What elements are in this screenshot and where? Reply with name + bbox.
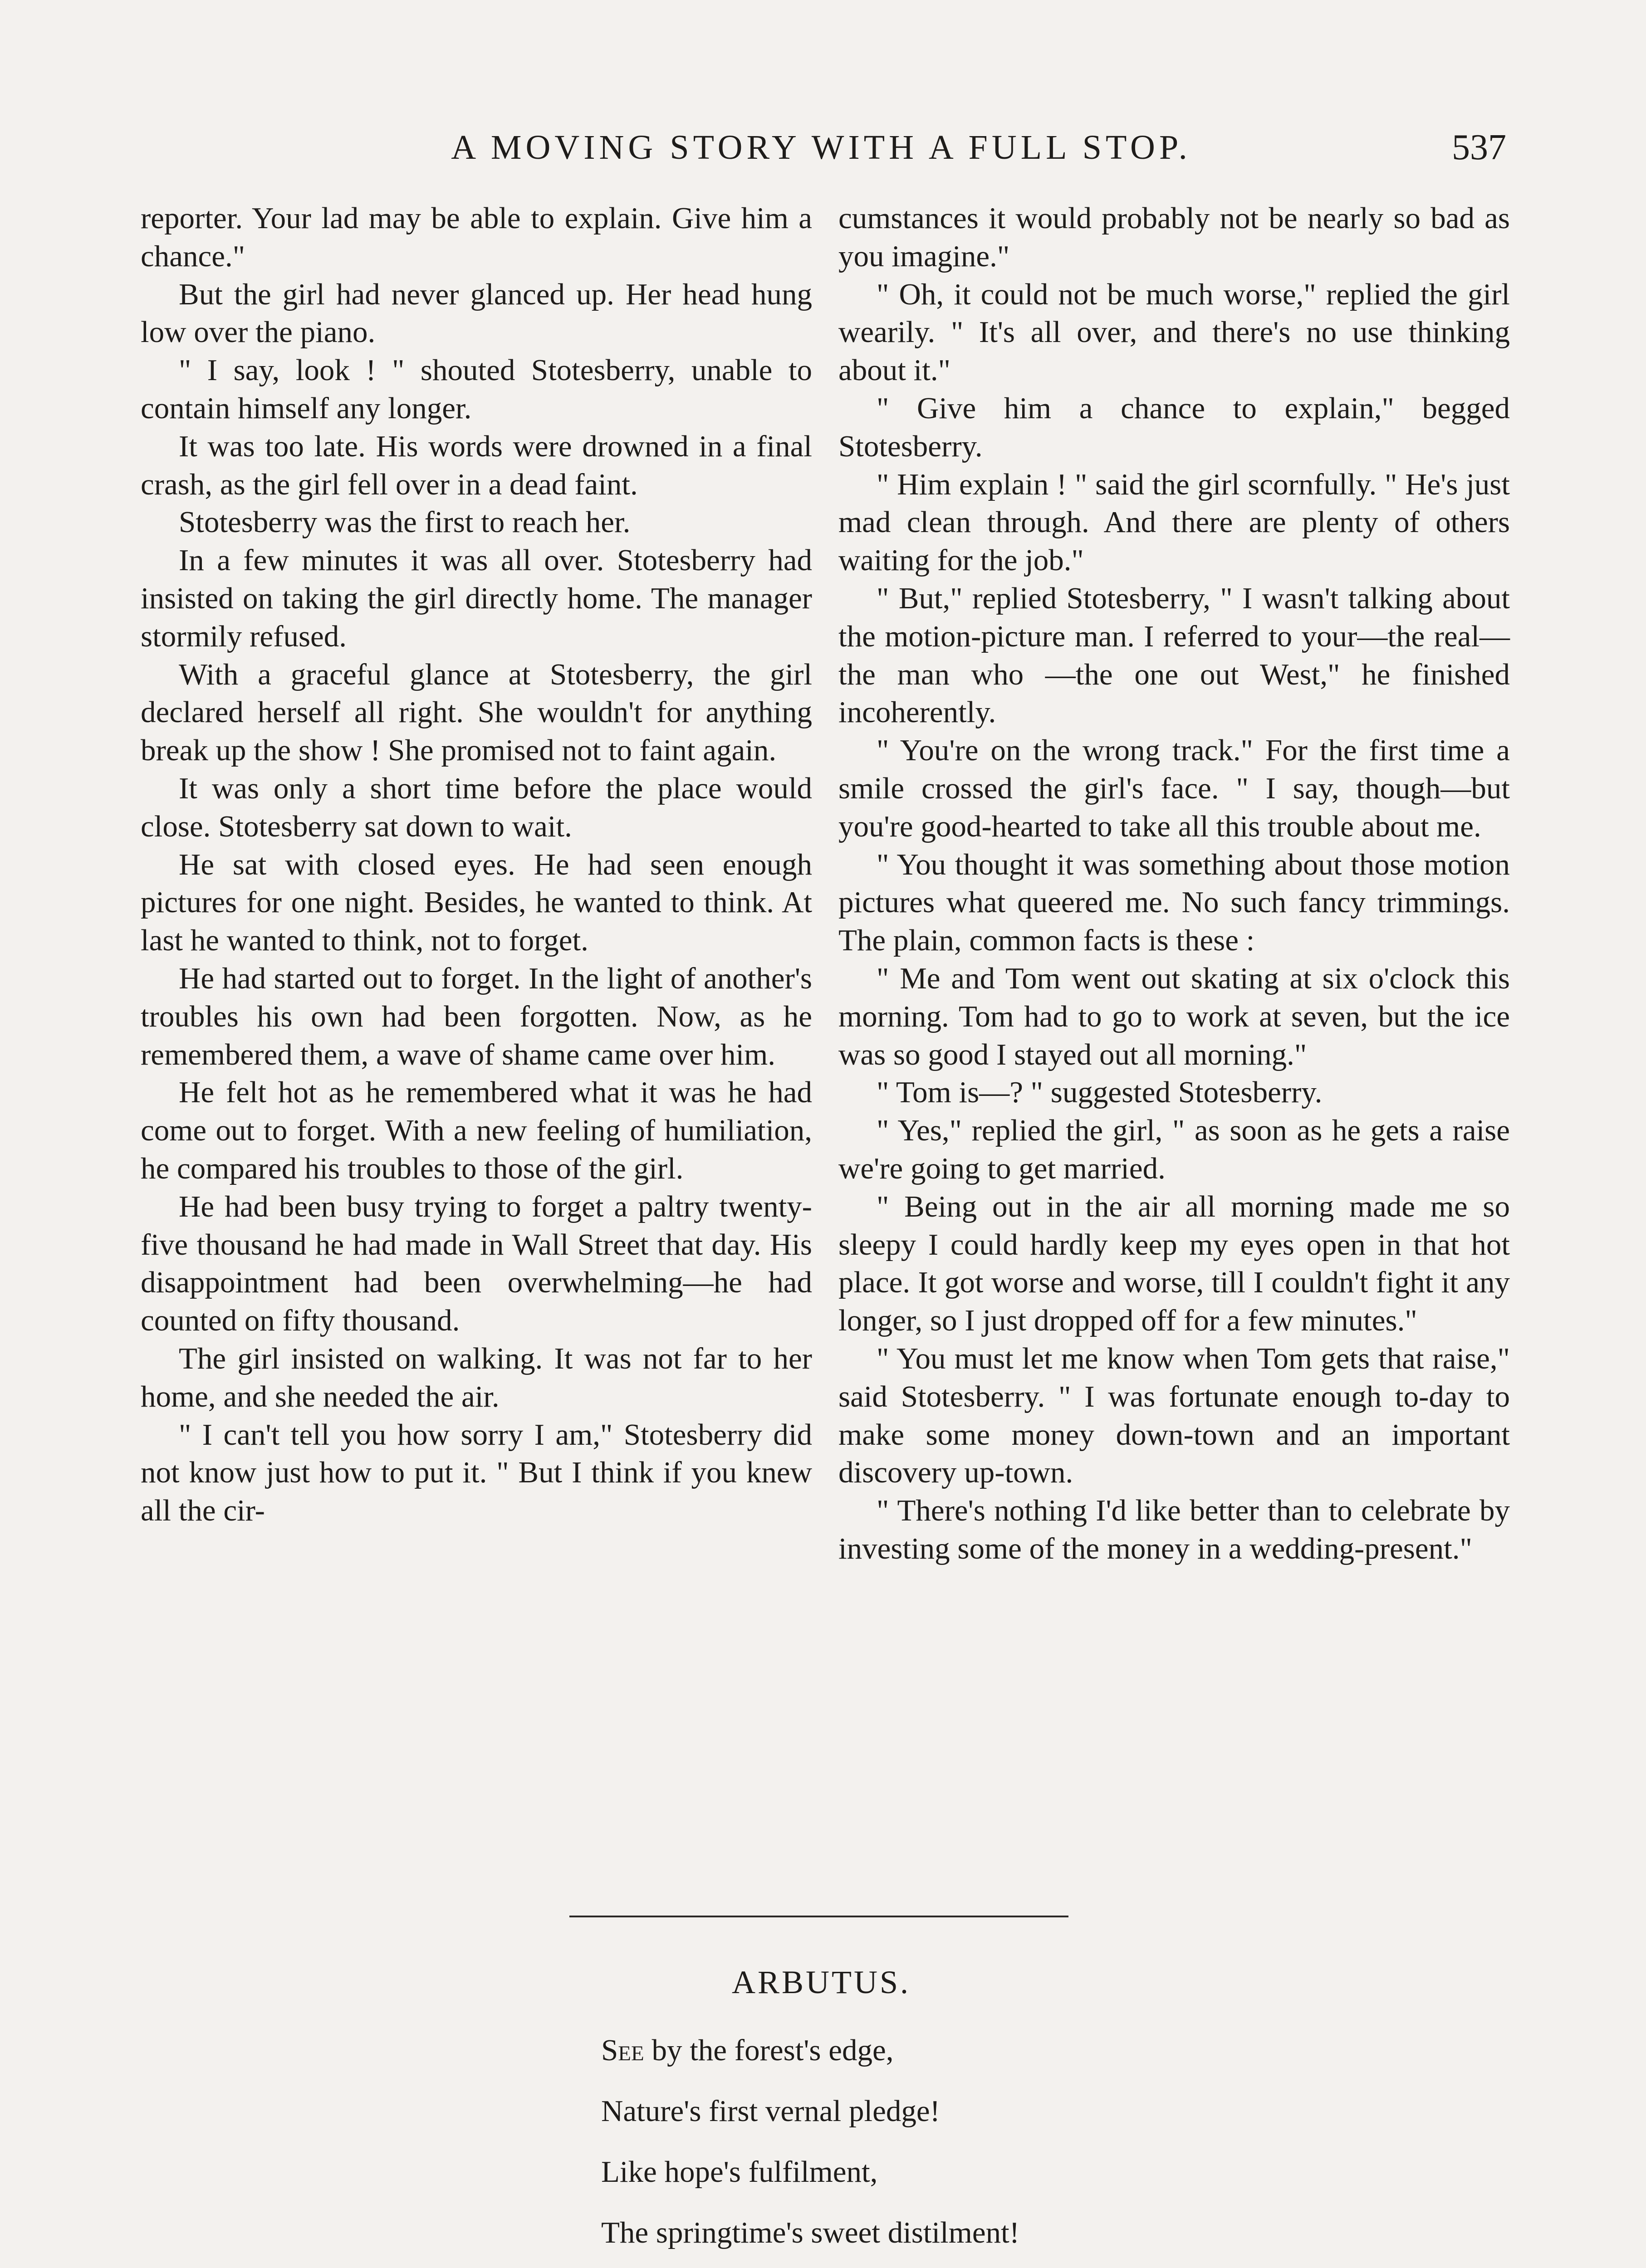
poem-line <box>601 2030 893 2071</box>
paragraph: The girl insisted on walking. It was not far to her home, and she needed the air. <box>141 1341 812 1413</box>
paragraph: " Him explain ! " said the girl scornfully. " He's just mad clean through. And there are plenty of others waiting for the job." <box>838 467 1510 577</box>
poem-first-word: See <box>601 2033 644 2067</box>
paragraph: " Oh, it could not be much worse," replied the girl wearily. " It's all over, and there's no use thinking about it." <box>838 277 1510 387</box>
paragraph: It was only a short time before the place would close. Stotesberry sat down to wait. <box>141 771 812 843</box>
paragraph: " You're on the wrong track." For the first time a smile crossed the girl's face. " I say, though—but you're good-hearted to take all this trouble about me. <box>838 733 1510 843</box>
paragraph: In a few minutes it was all over. Stotesberry had insisted on taking the girl directly home. The manager stormily refused. <box>141 543 812 653</box>
paragraph: " But," replied Stotesberry, " I wasn't talking about the motion-picture man. I referred to your—the real—the man who —the one out West," he finished incoherently. <box>838 581 1510 729</box>
paragraph: " There's nothing I'd like better than to celebrate by investing some of the money in a wedding-present." <box>838 1494 1510 1565</box>
paragraph: reporter. Your lad may be able to explain. Give him a chance." <box>141 201 812 273</box>
poem-line: The springtime's sweet distilment! <box>601 2216 1020 2249</box>
paragraph: " Me and Tom went out skating at six o'clock this morning. Tom had to go to work at seven, but the ice was so good I stayed out all morning." <box>838 961 1510 1071</box>
paragraph: " You thought it was something about those motion pictures what queered me. No such fancy trimmings. The plain, common facts is these : <box>838 847 1510 958</box>
paragraph: It was too late. His words were drowned in a final crash, as the girl fell over in a dead faint. <box>141 429 812 501</box>
paragraph: " Being out in the air all morning made me so sleepy I could hardly keep my eyes open in that hot place. It got worse and worse, till I couldn't fight it any longer, so I just dropped off for a few minutes." <box>838 1189 1510 1338</box>
paragraph: He had been busy trying to forget a paltry twenty-five thousand he had made in Wall Street that day. His disappointment had been overwhelming—he had counted on fifty thousand. <box>141 1189 812 1338</box>
running-title: A MOVING STORY WITH A FULL STOP. <box>451 128 1191 166</box>
paragraph: But the girl had never glanced up. Her head hung low over the piano. <box>141 277 812 349</box>
paragraph: cumstances it would probably not be nearly so bad as you imagine." <box>838 201 1510 273</box>
page-number: 537 <box>1452 127 1506 167</box>
poem-line: Like hope's fulfilment, <box>601 2155 878 2189</box>
paragraph: " Yes," replied the girl, " as soon as he gets a raise we're going to get married. <box>838 1114 1510 1185</box>
poem-line-text: by the forest's edge, <box>644 2033 894 2067</box>
paragraph: With a graceful glance at Stotesberry, the girl declared herself all right. She wouldn't for anything break up the show ! She promised not to faint again. <box>141 657 812 767</box>
poem-title: ARBUTUS. <box>731 1964 911 2000</box>
section-divider <box>569 1916 1068 1917</box>
paragraph: He had started out to forget. In the light of another's troubles his own had been forgotten. Now, as he remembered them, a wave of shame came over him. <box>141 961 812 1071</box>
left-column <box>141 200 812 1530</box>
paragraph: He sat with closed eyes. He had seen enough pictures for one night. Besides, he wanted to think. At last he wanted to think, not to forget. <box>141 847 812 958</box>
paragraph: " I can't tell you how sorry I am," Stotesberry did not know just how to put it. " But I think if you knew all the cir- <box>141 1418 812 1528</box>
paragraph: " Tom is—? " suggested Stotesberry. <box>877 1075 1323 1110</box>
paragraph: " You must let me know when Tom gets that raise," said Stotesberry. " I was fortunate enough to-day to make some money down-town and an important discovery up-town. <box>838 1341 1510 1490</box>
poem-line: Nature's first vernal pledge! <box>601 2094 940 2128</box>
paragraph: " I say, look ! " shouted Stotesberry, unable to contain himself any longer. <box>141 353 812 425</box>
paragraph: He felt hot as he remembered what it was he had come out to forget. With a new feeling of humiliation, he compared his troubles to those of the girl. <box>141 1075 812 1185</box>
right-column <box>838 200 1510 1568</box>
paragraph: Stotesberry was the first to reach her. <box>179 505 631 539</box>
paragraph: " Give him a chance to explain," begged Stotesberry. <box>838 391 1510 463</box>
page-header <box>136 122 1506 172</box>
